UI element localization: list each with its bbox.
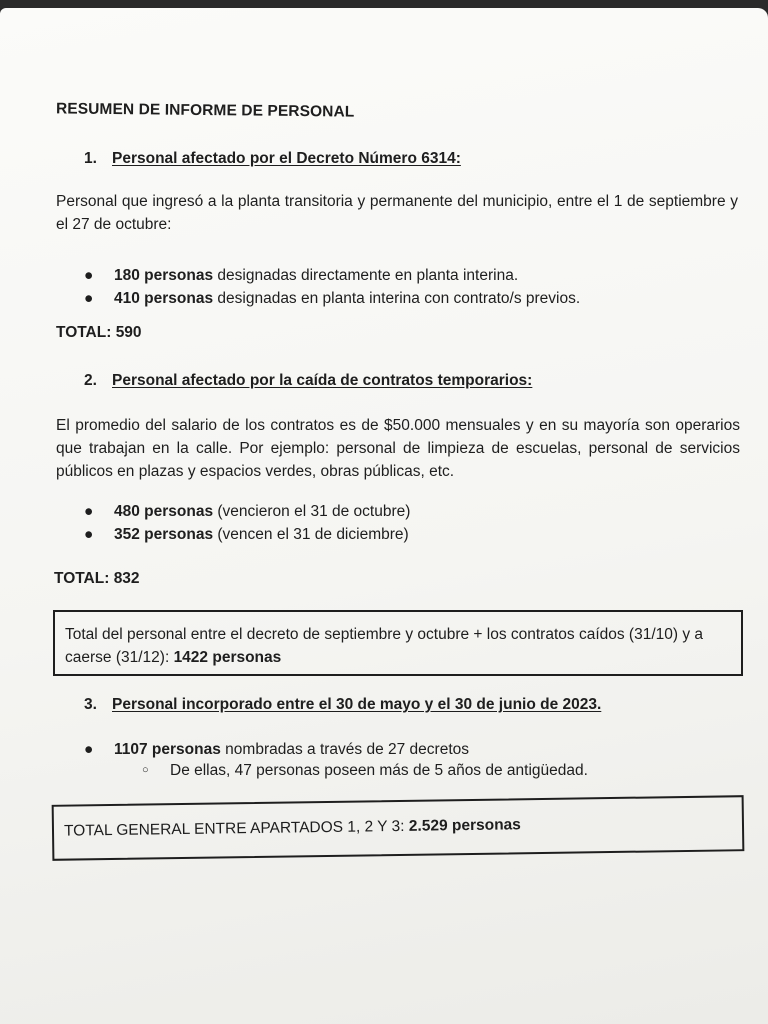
summary-box-2 [52, 795, 745, 861]
bullet-icon: ● [84, 267, 94, 284]
section-3-number: 3. [84, 696, 97, 713]
bullet-count: 180 personas [114, 267, 214, 284]
section-3-sub-bullet [142, 762, 588, 780]
section-1-heading [84, 150, 461, 168]
section-2-heading-text: Personal afectado por la caída de contratos temporarios: [112, 372, 533, 389]
list-item [84, 287, 580, 310]
section-1-number: 1. [84, 150, 97, 167]
bullet-text: designadas directamente en planta interina. [213, 267, 519, 284]
document-title: RESUMEN DE INFORME DE PERSONAL [55, 100, 355, 121]
sub-bullet-text: De ellas, 47 personas poseen más de 5 años de antigüedad. [170, 762, 588, 779]
list-item [84, 264, 580, 287]
bullet-icon: ● [84, 503, 94, 520]
section-1-bullet-list [84, 264, 580, 310]
section-2-total: TOTAL: 832 [54, 570, 140, 587]
summary-box-2-text: TOTAL GENERAL ENTRE APARTADOS 1, 2 Y 3: [63, 817, 409, 840]
bullet-count: 480 personas [114, 503, 214, 520]
bullet-text: designadas en planta interina con contrato/s previos. [213, 290, 581, 307]
bullet-count: 410 personas [114, 290, 214, 307]
section-2-bullet-list [84, 500, 410, 546]
section-2-heading [84, 372, 532, 390]
summary-box-2-total: 2.529 personas [408, 816, 521, 835]
summary-box-1 [53, 610, 743, 676]
bullet-text: (vencen el 31 de diciembre) [213, 526, 409, 543]
bullet-icon: ● [84, 526, 94, 543]
list-item [84, 738, 469, 761]
circle-bullet-icon: ○ [142, 764, 149, 776]
section-1-total: TOTAL: 590 [56, 324, 142, 341]
section-3-heading-text: Personal incorporado entre el 30 de mayo y el 30 de junio de 2023. [112, 696, 602, 713]
section-1-intro: Personal que ingresó a la planta transitoria y permanente del municipio, entre el 1 de septiembre y el 27 de octubre: [56, 193, 738, 233]
summary-box-1-total: 1422 personas [173, 649, 282, 666]
section-2-intro: El promedio del salario de los contratos es de $50.000 mensuales y en su mayoría son operarios que trabajan en la calle. Por ejemplo: personal de limpieza de escuelas, personal de servicios públicos en plazas y espacios verdes, obras públicas, etc. [56, 417, 740, 480]
list-item [84, 523, 410, 546]
bullet-count: 352 personas [114, 526, 214, 543]
section-3-heading [84, 696, 601, 714]
section-1-heading-text: Personal afectado por el Decreto Número 6314: [112, 150, 461, 167]
bullet-text: (vencieron el 31 de octubre) [213, 503, 411, 520]
summary-box-1-text: Total del personal entre el decreto de septiembre y octubre + los contratos caídos (31/10) y a caerse (31/12): [65, 626, 704, 666]
section-2-number: 2. [84, 372, 97, 389]
section-3-bullet-list [84, 738, 469, 761]
bullet-text: nombradas a través de 27 decretos [220, 741, 470, 758]
bullet-count: 1107 personas [114, 741, 221, 758]
bullet-icon: ● [84, 290, 94, 307]
bullet-icon: ● [84, 741, 94, 758]
list-item [84, 500, 410, 523]
